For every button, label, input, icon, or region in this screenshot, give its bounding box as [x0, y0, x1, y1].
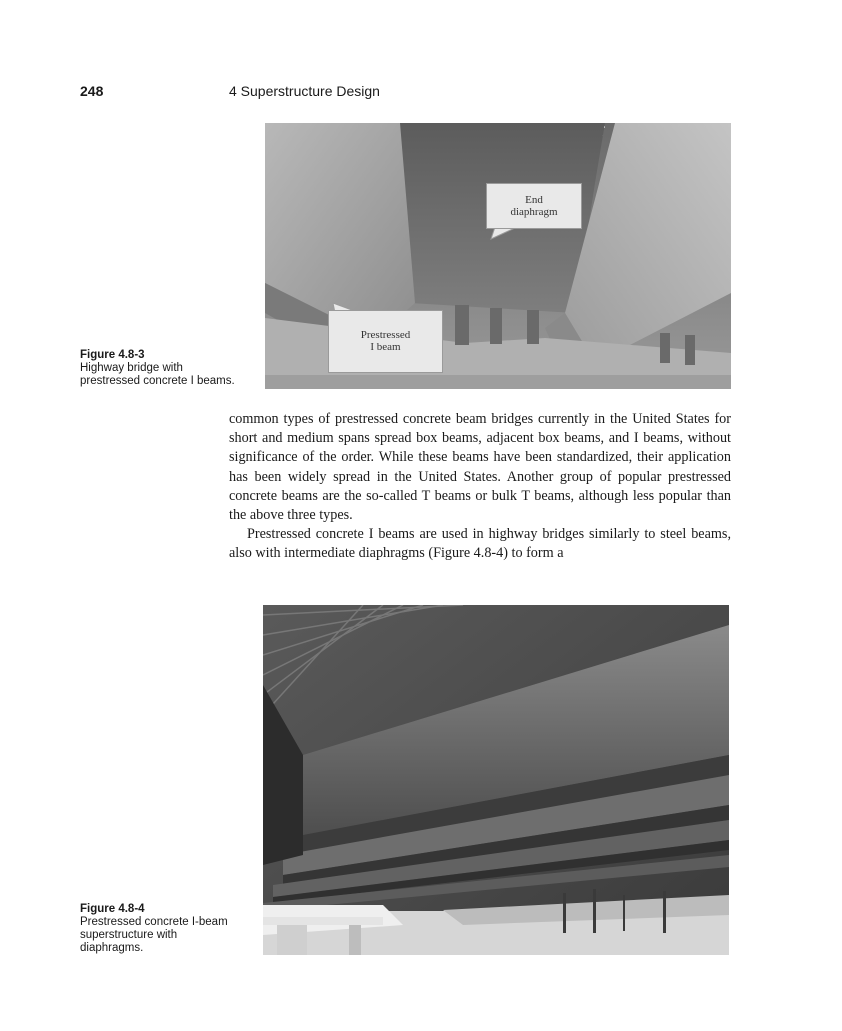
figure-4-8-4-photo [263, 605, 729, 955]
bridge-underside-photo-2 [263, 605, 729, 955]
running-head: 4 Superstructure Design [229, 83, 380, 99]
page-number: 248 [80, 83, 104, 99]
body-paragraph-1: common types of prestressed concrete beam bridges currently in the United States for short and medium spans spread box beams, adjacent box beams, and I beams, without significance of the order. While these beams have been standardized, their application has been widely spread in the United States. Another group of popular prestressed concrete beams are the so-called T beams or bulk T beams, although less popular than the above three types. [229, 411, 731, 524]
callout-end-diaphragm [486, 183, 582, 229]
figure-4-8-4-caption-title: Figure 4.8-4 [80, 903, 145, 915]
figure-4-8-3-caption-line-1: Highway bridge with [80, 362, 183, 374]
figure-4-8-3-caption-line-2: prestressed concrete I beams. [80, 375, 235, 387]
figure-4-8-4-caption [80, 903, 228, 955]
figure-4-8-4-caption-line-2: superstructure with [80, 929, 178, 941]
figure-4-8-3-photo [265, 123, 731, 389]
callout-prest-line-2: I beam [370, 341, 401, 353]
body-paragraph-2: Prestressed concrete I beams are used in highway bridges similarly to steel beams, also with intermediate diaphragms (Figure 4.8-4) to form a [229, 526, 731, 562]
figure-4-8-4-caption-line-1: Prestressed concrete I-beam [80, 916, 228, 928]
body-text [229, 410, 731, 564]
callout-end-line-2: diaphragm [510, 206, 558, 218]
callout-prestressed-i-beam [328, 310, 443, 373]
figure-4-8-3-caption [80, 349, 235, 388]
callout-end-line-1: End [525, 194, 543, 206]
callout-prest-line-1: Prestressed [360, 329, 411, 341]
figure-4-8-4-caption-line-3: diaphragms. [80, 942, 144, 954]
figure-4-8-3-caption-title: Figure 4.8-3 [80, 349, 145, 361]
